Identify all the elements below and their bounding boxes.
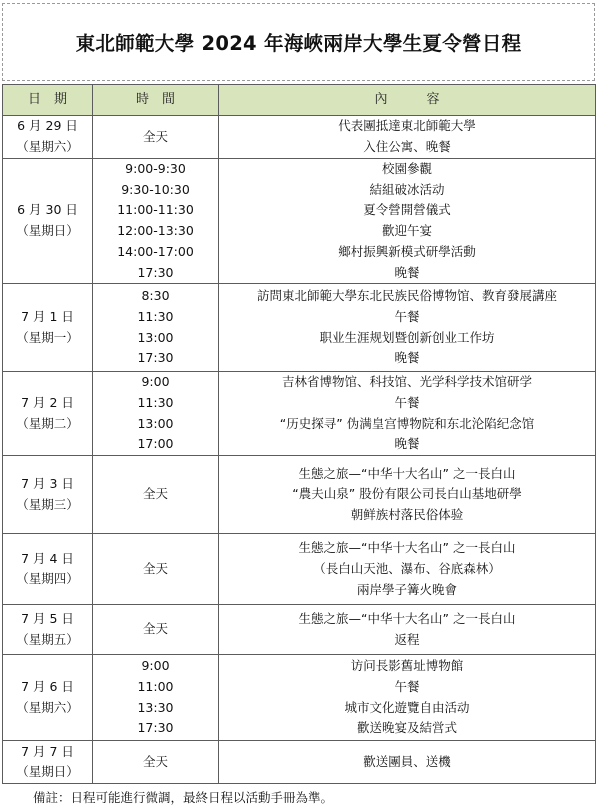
activity-item: “历史探寻” 伪满皇宫博物院和东北沦陷纪念馆	[279, 415, 535, 431]
schedule-table	[2, 84, 596, 784]
time-slot: 17:30	[137, 350, 174, 366]
activity-item: 校園參觀	[381, 161, 432, 176]
activity-item: 晚餐	[394, 350, 420, 366]
time-slot: 9:00	[141, 374, 170, 390]
weekday-label: （星期日）	[16, 223, 79, 239]
time-slot: 9:00-9:30	[125, 161, 186, 176]
time-slot: 全天	[142, 621, 168, 637]
day-content-cell	[219, 534, 596, 605]
day-time-cell	[93, 456, 219, 534]
activity-item: “農夫山泉” 股份有限公司長白山基地研學	[292, 486, 522, 502]
activity-item: （長白山天池、瀑布、谷底森林）	[313, 560, 501, 576]
time-slot: 11:30	[137, 309, 174, 325]
day-date-cell	[3, 116, 93, 159]
activity-item: 訪問東北師範大學东北民族民俗博物馆、教育發展講座	[256, 288, 557, 304]
day-time-cell	[93, 605, 219, 655]
time-slot: 13:30	[137, 699, 174, 715]
weekday-label: （星期三）	[16, 496, 79, 512]
date-label: 7 月 3 日	[21, 476, 74, 492]
time-slot: 12:00-13:30	[117, 223, 194, 239]
activity-item: 生態之旅—“中华十大名山” 之一長白山	[298, 540, 516, 556]
weekday-label: （星期二）	[16, 415, 79, 431]
time-slot: 17:30	[137, 264, 174, 280]
page-title: 東北師範大學 2024 年海峽兩岸大學生夏令營日程	[75, 32, 522, 55]
day-row	[3, 456, 596, 534]
day-content-cell	[219, 284, 596, 372]
date-label: 6 月 30 日	[17, 202, 78, 218]
day-row	[3, 605, 596, 655]
weekday-label: （星期四）	[16, 571, 79, 587]
day-date-cell	[3, 534, 93, 605]
time-slot: 14:00-17:00	[117, 243, 194, 259]
day-date-cell	[3, 605, 93, 655]
time-slot: 全天	[142, 128, 168, 144]
day-row	[3, 159, 596, 284]
time-slot: 11:00-11:30	[117, 202, 194, 218]
day-date-cell	[3, 284, 93, 372]
time-slot: 全天	[142, 753, 168, 769]
time-slot: 13:00	[137, 329, 174, 345]
activity-item: 入住公寓、晚餐	[363, 139, 451, 154]
time-slot: 17:30	[137, 720, 174, 736]
activity-item: 歡迎午宴	[381, 223, 432, 239]
time-slot: 17:00	[137, 436, 174, 452]
day-row	[3, 655, 596, 741]
activity-item: 朝鲜族村落民俗体验	[350, 507, 464, 523]
activity-item: 歡送晚宴及結営式	[356, 720, 457, 736]
activity-item: 生態之旅—“中华十大名山” 之一長白山	[298, 611, 516, 627]
day-time-cell	[93, 159, 219, 284]
day-date-cell	[3, 741, 93, 784]
time-slot: 全天	[142, 560, 168, 576]
activity-item: 代表團抵達東北師範大學	[338, 118, 476, 134]
header-time: 時 間	[93, 85, 219, 116]
activity-item: 吉林省博物馆、科技馆、光学科学技术馆研学	[281, 374, 532, 390]
day-date-cell	[3, 655, 93, 741]
activity-item: 晚餐	[394, 436, 420, 452]
date-label: 6 月 29 日	[17, 118, 78, 134]
date-label: 7 月 4 日	[21, 550, 74, 566]
header-date: 日 期	[3, 85, 93, 116]
weekday-label: （星期六）	[16, 139, 79, 154]
day-content-cell	[219, 456, 596, 534]
time-slot: 8:30	[141, 288, 170, 304]
day-row	[3, 741, 596, 784]
date-label: 7 月 6 日	[21, 679, 74, 695]
time-slot: 9:30-10:30	[121, 181, 190, 197]
day-content-cell	[219, 116, 596, 159]
activity-item: 結組破冰活动	[369, 181, 445, 197]
day-row	[3, 284, 596, 372]
activity-item: 城市文化遊覽自由活动	[344, 699, 470, 715]
day-content-cell	[219, 655, 596, 741]
day-content-cell	[219, 741, 596, 784]
footer-note: 備註：日程可能進行微調，最終日程以活動手冊為準。	[33, 790, 334, 805]
time-slot: 11:00	[137, 679, 174, 695]
day-date-cell	[3, 159, 93, 284]
day-time-cell	[93, 741, 219, 784]
date-label: 7 月 5 日	[21, 611, 74, 627]
day-time-cell	[93, 372, 219, 456]
activity-item: 兩岸學子篝火晚會	[356, 581, 457, 597]
header-content: 內 容	[219, 85, 596, 116]
day-content-cell	[219, 372, 596, 456]
weekday-label: （星期一）	[16, 329, 79, 345]
day-content-cell	[219, 605, 596, 655]
header-row	[3, 85, 596, 116]
time-slot: 9:00	[141, 658, 170, 674]
activity-item: 午餐	[394, 395, 420, 411]
day-time-cell	[93, 284, 219, 372]
time-slot: 11:30	[137, 395, 174, 411]
day-row	[3, 372, 596, 456]
schedule-body	[3, 116, 596, 784]
time-slot: 全天	[142, 486, 168, 502]
activity-item: 生態之旅—“中华十大名山” 之一長白山	[298, 465, 516, 481]
day-row	[3, 534, 596, 605]
day-date-cell	[3, 456, 93, 534]
weekday-label: （星期五）	[16, 631, 79, 647]
activity-item: 鄉村振興新模式研學活動	[338, 243, 476, 259]
title-box	[2, 3, 595, 81]
weekday-label: （星期日）	[16, 764, 79, 780]
day-row	[3, 116, 596, 159]
activity-item: 职业生涯规划暨创新创业工作坊	[319, 329, 495, 345]
day-content-cell	[219, 159, 596, 284]
activity-item: 歡送團員、送機	[363, 753, 451, 769]
time-slot: 13:00	[137, 415, 174, 431]
day-time-cell	[93, 534, 219, 605]
activity-item: 返程	[394, 631, 420, 647]
activity-item: 午餐	[394, 309, 420, 325]
activity-item: 访问長影舊址博物館	[350, 658, 464, 674]
date-label: 7 月 2 日	[21, 395, 74, 411]
day-time-cell	[93, 655, 219, 741]
activity-item: 午餐	[394, 679, 420, 695]
activity-item: 晚餐	[394, 264, 420, 280]
date-label: 7 月 7 日	[21, 743, 74, 759]
weekday-label: （星期六）	[16, 699, 79, 715]
date-label: 7 月 1 日	[21, 309, 74, 325]
day-date-cell	[3, 372, 93, 456]
day-time-cell	[93, 116, 219, 159]
activity-item: 夏令營開營儀式	[363, 202, 451, 218]
